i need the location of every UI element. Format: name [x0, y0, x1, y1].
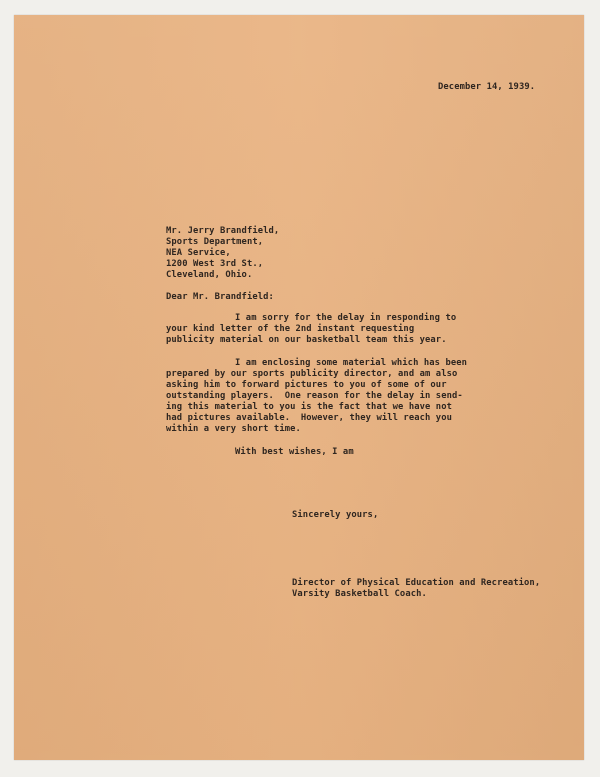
paragraph-line: your kind letter of the 2nd instant requesting [166, 324, 415, 334]
paragraph-line: asking him to forward pictures to you of some of our [166, 380, 447, 390]
letter-date: December 14, 1939. [438, 82, 536, 92]
paragraph-line: ing this material to you is the fact that we have not [166, 402, 452, 412]
paragraph-line: had pictures available. However, they will reach you [166, 413, 452, 423]
recipient-name: Mr. Jerry Brandfield, [166, 226, 280, 236]
signature-title: Director of Physical Education and Recreation, [292, 578, 541, 588]
closing-line: With best wishes, I am [235, 447, 354, 457]
recipient-department: Sports Department, [166, 237, 264, 247]
paragraph-line: publicity material on our basketball team this year. [166, 335, 447, 345]
signature-subtitle: Varsity Basketball Coach. [292, 589, 427, 599]
complimentary-close: Sincerely yours, [292, 510, 379, 520]
recipient-organization: NEA Service, [166, 248, 231, 258]
paragraph-line: I am enclosing some material which has been [235, 358, 468, 368]
paragraph-line: I am sorry for the delay in responding to [235, 313, 457, 323]
paragraph-line: outstanding players. One reason for the delay in send- [166, 391, 463, 401]
salutation: Dear Mr. Brandfield: [166, 292, 274, 302]
recipient-city: Cleveland, Ohio. [166, 270, 253, 280]
recipient-street: 1200 West 3rd St., [166, 259, 264, 269]
paragraph-line: within a very short time. [166, 424, 301, 434]
paragraph-line: prepared by our sports publicity director, and am also [166, 369, 458, 379]
